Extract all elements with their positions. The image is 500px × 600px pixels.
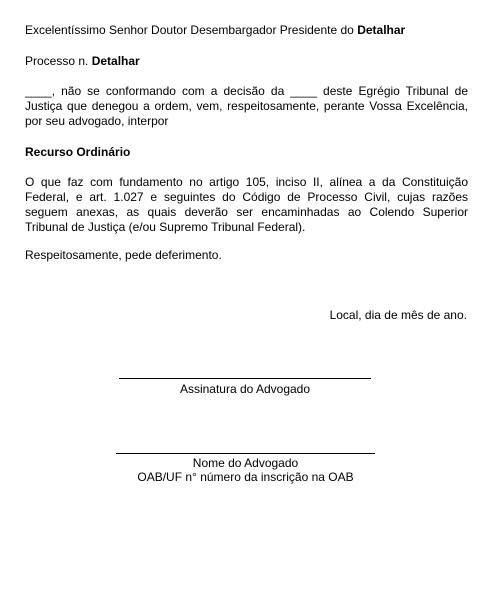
place-date: Local, dia de mês de ano. bbox=[329, 308, 467, 322]
process-placeholder: Detalhar bbox=[91, 54, 140, 68]
signature-label: Assinatura do Advogado bbox=[179, 382, 311, 396]
signature-line bbox=[119, 378, 371, 379]
lawyer-oab: OAB/UF n° número da inscrição na OAB bbox=[137, 470, 354, 484]
addressee-text: Excelentíssimo Senhor Doutor Desembargador Presidente do bbox=[25, 23, 358, 37]
addressee-line bbox=[25, 23, 468, 38]
process-line bbox=[25, 54, 468, 69]
closing-text: Respeitosamente, pede deferimento. bbox=[25, 248, 222, 262]
intro-paragraph: ____, não se conformando com a decisão da ____ deste Egrégio Tribunal de Justiça que denegou a ordem, vem, respeitosamente, perante Vossa Excelência, por seu advogado, interpor bbox=[25, 84, 468, 128]
section-title: Recurso Ordinário bbox=[25, 145, 131, 159]
process-label: Processo n. bbox=[25, 54, 92, 68]
lawyer-name: Nome do Advogado bbox=[192, 456, 299, 470]
body-paragraph: O que faz com fundamento no artigo 105, inciso II, alínea a da Constituição Federal, e art. 1.027 e seguintes do Código de Processo Civil, cujas razões seguem anexas, as quais deverão ser encaminhadas ao Colendo Superior Tribunal de Justiça (e/ou Supremo Tribunal Federal). bbox=[25, 175, 468, 234]
name-line bbox=[116, 453, 375, 454]
addressee-placeholder: Detalhar bbox=[357, 23, 406, 37]
